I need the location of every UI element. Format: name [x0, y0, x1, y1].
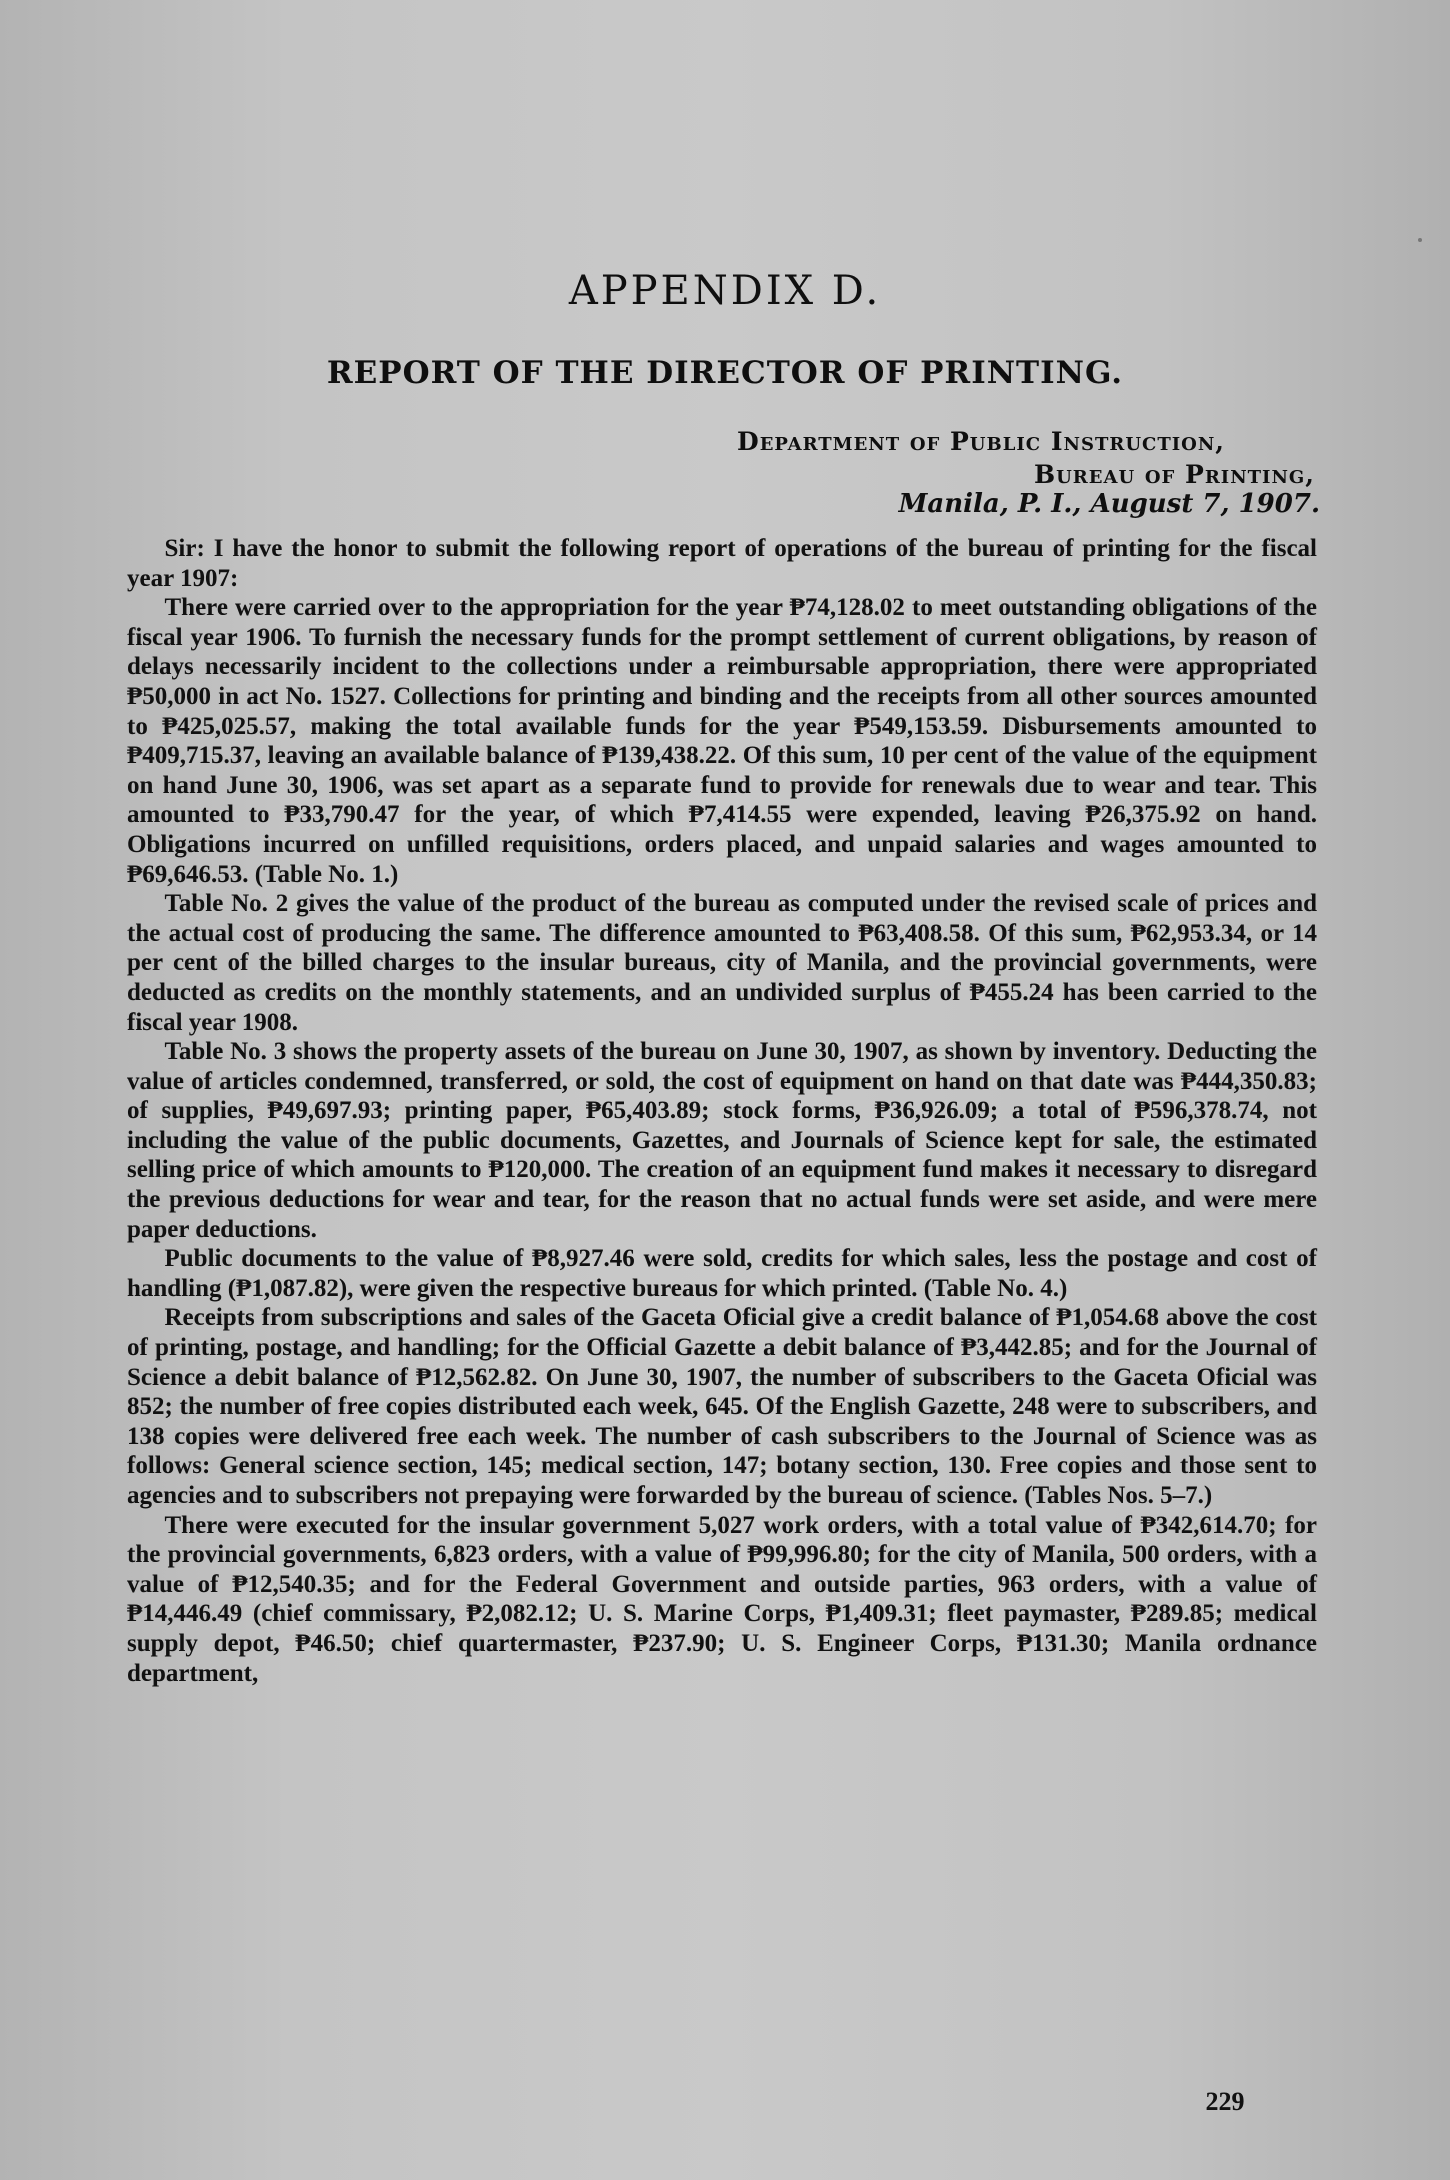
address-department: Department of Public Instruction,	[737, 427, 1225, 456]
paragraph-property-assets: Table No. 3 shows the property assets of the bureau on June 30, 1907, as shown by inventory. Deducting the value of articles condemned, transferred, or sold, the cost of equipment on hand on that date was ₱444,350.83; of supplies, ₱49,697.93; printing paper, ₱65,403.89; stock forms, ₱36,926.09; a total of ₱596,378.74, not including the value of the public documents, Gazettes, and Journals of Science kept for sale, the estimated selling price of which amounts to ₱120,000. The creation of an equipment fund makes it necessary to disregard the previous deductions for wear and tear, for the reason that no actual funds were set aside, and were mere paper deductions.	[127, 1038, 1317, 1243]
paragraph-funds: There were carried over to the appropriation for the year ₱74,128.02 to meet outstanding obligations of the fiscal year 1906. To furnish the necessary funds for the prompt settlement of current obligations, by reason of delays necessarily incident to the collections under a reimbursable appropriation, there were appropriated ₱50,000 in act No. 1527. Collections for printing and binding and the receipts from all other sources amounted to ₱425,025.57, making the total available funds for the year ₱549,153.59. Disbursements amounted to ₱409,715.37, leaving an available balance of ₱139,438.22. Of this sum, 10 per cent of the value of the equipment on hand June 30, 1906, was set apart as a separate fund to provide for renewals due to wear and tear. This amounted to ₱33,790.47 for the year, of which ₱7,414.55 were expended, leaving ₱26,375.92 on hand. Obligations incurred on unfilled requisitions, orders placed, and unpaid salaries and wages amounted to ₱69,646.53. (Table No. 1.)	[127, 594, 1317, 888]
paragraph-public-documents: Public documents to the value of ₱8,927.46 were sold, credits for which sales, less the postage and cost of handling (₱1,087.82), were given the respective bureaus for which printed. (Table No. 4.)	[127, 1245, 1317, 1302]
appendix-heading: APPENDIX D.	[568, 268, 882, 314]
report-body	[127, 534, 1317, 2044]
report-title: REPORT OF THE DIRECTOR OF PRINTING.	[326, 355, 1124, 391]
address-bureau: Bureau of Printing,	[1033, 460, 1315, 489]
paragraph-work-orders: There were executed for the insular government 5,027 work orders, with a total value of ₱342,614.70; for the provincial governments, 6,823 orders, with a value of ₱99,996.80; for the city of Manila, 500 orders, with a value of ₱12,540.35; and for the Federal Government and outside parties, 963 orders, with a value of ₱14,446.49 (chief commissary, ₱2,082.12; U. S. Marine Corps, ₱1,409.31; fleet paymaster, ₱289.85; medical supply depot, ₱46.50; chief quartermaster, ₱237.90; U. S. Engineer Corps, ₱131.30; Manila ordnance department,	[127, 1511, 1317, 1687]
paragraph-subscriptions: Receipts from subscriptions and sales of the Gaceta Oficial give a credit balance of ₱1,054.68 above the cost of printing, postage, and handling; for the Official Gazette a debit balance of ₱3,442.85; and for the Journal of Science a debit balance of ₱12,562.82. On June 30, 1907, the number of subscribers to the Gaceta Oficial was 852; the number of free copies distributed each week, 645. Of the English Gazette, 248 were to subscribers, and 138 copies were delivered free each week. The number of cash subscribers to the Journal of Science was as follows: General science section, 145; medical section, 147; botany section, 130. Free copies and those sent to agencies and to subscribers not prepaying were forwarded by the bureau of science. (Tables Nos. 5–7.)	[127, 1304, 1317, 1509]
address-place-date: Manila, P. I., August 7, 1907.	[898, 489, 1320, 519]
scan-speck	[1418, 238, 1422, 242]
page-number: 229	[1205, 2087, 1245, 2116]
paragraph-salutation: Sir: I have the honor to submit the following report of operations of the bureau of printing for the fiscal year 1907:	[127, 535, 1317, 592]
paragraph-product-value: Table No. 2 gives the value of the product of the bureau as computed under the revised scale of prices and the actual cost of producing the same. The difference amounted to ₱63,408.58. Of this sum, ₱62,953.34, or 14 per cent of the billed charges to the insular bureaus, city of Manila, and the provincial governments, were deducted as credits on the monthly statements, and an undivided surplus of ₱455.24 has been carried to the fiscal year 1908.	[127, 890, 1317, 1036]
